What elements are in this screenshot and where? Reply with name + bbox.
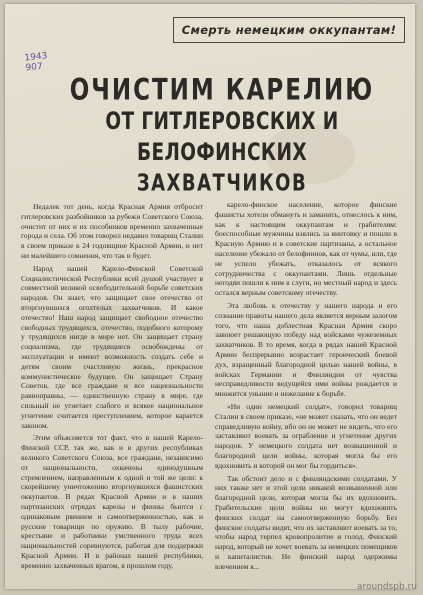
article-paragraph: «Ни один немецкий солдат», говорил товарищ Сталин в своем приказе, «не может сказать, что он ведет справедливую войну, ибо он не может не видеть, что его заставляют воевать за ограбление и угнетение других народов. У немецкого солдата нет возвышенной и благородной цели войны, которая могла бы его вдохновить и которой он мог бы гордиться». [215,401,397,470]
article-paragraph: Недалек тот день, когда Красная Армия отбросит гитлеровских разбойников за рубежи Советского Союза, очистит от них и их пособников временно захваченные города и села. Об этом говорил недавно товарищ Сталин в своем приказе к 24 годовщине Красной Армии, и нет ни малейшего сомнения, что так и будет. [21,202,203,260]
article-paragraph: Эта любовь к отечеству у нашего народа и его сознание правоты нашего дела является верным залогом того, что наша доблестная Красная Армия скоро завоюет решающую победу над войсками чужеземных захватчиков. В то время, когда в рядах нашей Красной Армии беспрерывно возрастает героический боевой дух, взращенный благородной целью нашей войны, в войсках Германии и Финляндии от чувства несправедливости ведущейся ими войны рождается и множится уныние и нежелание к борьбе. [215,300,397,399]
stamp-year: 1943 [24,51,48,64]
headline [57,74,387,199]
article-paragraph: Этим объясняется тот факт, что в нашей Карело-Финской ССР, так же, как и в других республиках великого Советского Союза, все граждане, независимо от национальности, охвачены единодушным стремлением, направленным к одной и той же цели: к скорейшему уничтожению вторгнувшихся фашистских оккупантов. В рядах Красной Армии и в наших партизанских отрядах карелы и финны бьются с одинаковым рвением и самоотверженностью, как и русские товарищи по оружию. В тылу рабочие, крестьяне и работники умственного труда всех национальностей соревнуются, работая для поддержки Красной Армии. И в районах нашей республики, временно захваченных врагом, в прошлом году, [21,433,203,570]
headline-line-3: ЗАХВАТЧИКОВ [136,170,308,197]
slogan-text: Смерть немецким оккупантам! [181,23,397,37]
headline-line-1: ОЧИСТИМ КАРЕЛИЮ [69,74,375,108]
source-watermark: aroundspb.ru [356,582,417,592]
slogan-banner [173,17,405,43]
archive-stamp [24,50,56,73]
article-paragraph: карело-финское население, которое финские фашисты хотели обмануть и заманить, отнеслось к ним, как к настоящим оккупантам и грабителям: боеспособные мужчины взялись за винтовку и пошли в Красную Армию и в советские партизаны, а остальное население убежало от белофиннов, как от чумы, или, где не успело убежать, отказалось от всякого сотрудничества с оккупантами. Лишь отдельные негодяи пошли к ним в слуги, но местный народ и здесь остался верным советскому отечеству. [215,200,397,298]
article-paragraph: Так обстоит дело и с финляндскими солдатами. У них также нет и этой цели никакой возвышенной или благородной цели, которая могла бы их вдохновить. Грабительские цели войны не могут вдохновить финских солдат на самоотверженную борьбу. Без финские солдаты видят, что их заставляют воевать за то, чтобы народ терпел кровопролитие и голод. Финский народ, который не хочет воевать за немецких помещиков и капиталистов. Не финский народ одержимы влечением к... [215,473,397,571]
article-column-right [215,200,397,572]
stamp-number: 907 [25,61,44,74]
leaflet-sheet [5,4,415,589]
article-column-left [21,202,203,574]
article-paragraph: Народ нашей Карело-Финской Советской Социалистической Республики всей душой участвует в совместной великой освободительной борьбе советских народов. Он знает, что защищает свое отечество от вторгнувшихся оголтелых захватчиков. И какое отечество! Наш народ защищает свободное отечество свободных трудящихся, отечество, подобного которому у трудящихся нигде в мире нет. Он защищает страну социализма, где трудящиеся освобождены от эксплуатации и имеют возможность создать себе и детям своим счастливую жизнь, прекрасное коммунистическое будущее. Он защищает Страну Советов, где все граждане и все национальности равноправны, — единственную страну в мире, где сильный не угнетает слабого и всякое национальное угнетение считается преступлением, которое карается законом. [21,263,203,430]
headline-line-2: ОТ ГИТЛЕРОВСКИХ И БЕЛОФИНСКИХ [105,108,339,167]
